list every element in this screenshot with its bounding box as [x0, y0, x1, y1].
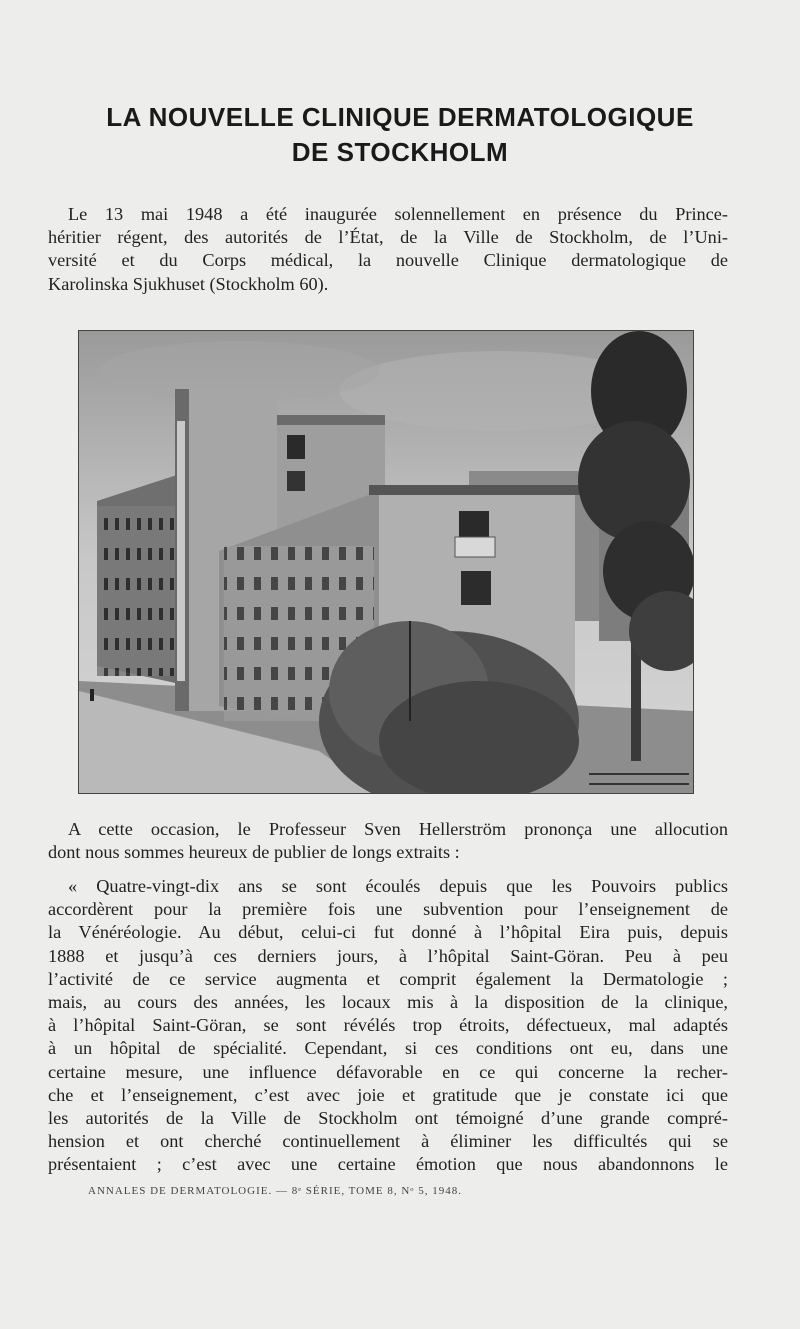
text-line: che et l’enseignement, c’est avec joie et gratitude que je constate ici que [48, 1084, 728, 1105]
speech-paragraph [48, 875, 728, 1177]
text-line: 1888 et jusqu’à ces derniers jours, à l’hôpital Saint-Göran. Peu à peu [48, 945, 728, 966]
hospital-building-photo [78, 330, 694, 794]
text-line: présentaient ; c’est avec une certaine émotion que nous abandonnons le [48, 1154, 728, 1175]
building-illustration [79, 331, 693, 793]
journal-footer: ANNALES DE DERMATOLOGIE. — 8ᵉ SÉRIE, TOME 8, Nᵒ 5, 1948. [88, 1185, 462, 1197]
text-line: dont nous sommes heureux de publier de longs extraits : [48, 842, 460, 863]
text-line: hension et ont cherché continuellement à éliminer les difficultés qui se [48, 1131, 728, 1152]
article-title-line-1: LA NOUVELLE CLINIQUE DERMATOLOGIQUE [106, 102, 694, 132]
text-line: la Vénéréologie. Au début, celui-ci fut donné à l’hôpital Eira puis, depuis [48, 922, 728, 943]
text-line: l’activité de ce service augmenta et comprit également la Dermatologie ; [48, 968, 728, 989]
text-line: Karolinska Sjukhuset (Stockholm 60). [48, 273, 329, 294]
text-line: mais, au cours des années, les locaux mis à la disposition de la clinique, [48, 992, 728, 1013]
intro-paragraph [48, 203, 728, 296]
text-line: « Quatre-vingt-dix ans se sont écoulés depuis que les Pouvoirs publics [68, 876, 728, 896]
text-line: accordèrent pour la première fois une subvention pour l’enseignement de [48, 899, 728, 920]
occasion-paragraph [48, 818, 728, 864]
text-line: les autorités de la Ville de Stockholm ont témoigné d’une grande compré- [48, 1108, 728, 1129]
text-line: héritier régent, des autorités de l’État, de la Ville de Stockholm, de l’Uni- [48, 227, 728, 248]
text-line: à l’hôpital Saint-Göran, se sont révélés trop étroits, défectueux, mal adaptés [48, 1015, 728, 1036]
text-line: versité et du Corps médical, la nouvelle Clinique dermatologique de [48, 250, 728, 271]
article-title-line-2: DE STOCKHOLM [291, 137, 509, 167]
text-line: A cette occasion, le Professeur Sven Hellerström prononça une allocution [68, 819, 728, 839]
text-line: Le 13 mai 1948 a été inaugurée solennellement en présence du Prince- [68, 204, 728, 224]
text-line: certaine mesure, une influence défavorable en ce qui concerne la recher- [48, 1061, 728, 1082]
text-line: à un hôpital de spécialité. Cependant, si ces conditions ont eu, dans une [48, 1038, 728, 1059]
